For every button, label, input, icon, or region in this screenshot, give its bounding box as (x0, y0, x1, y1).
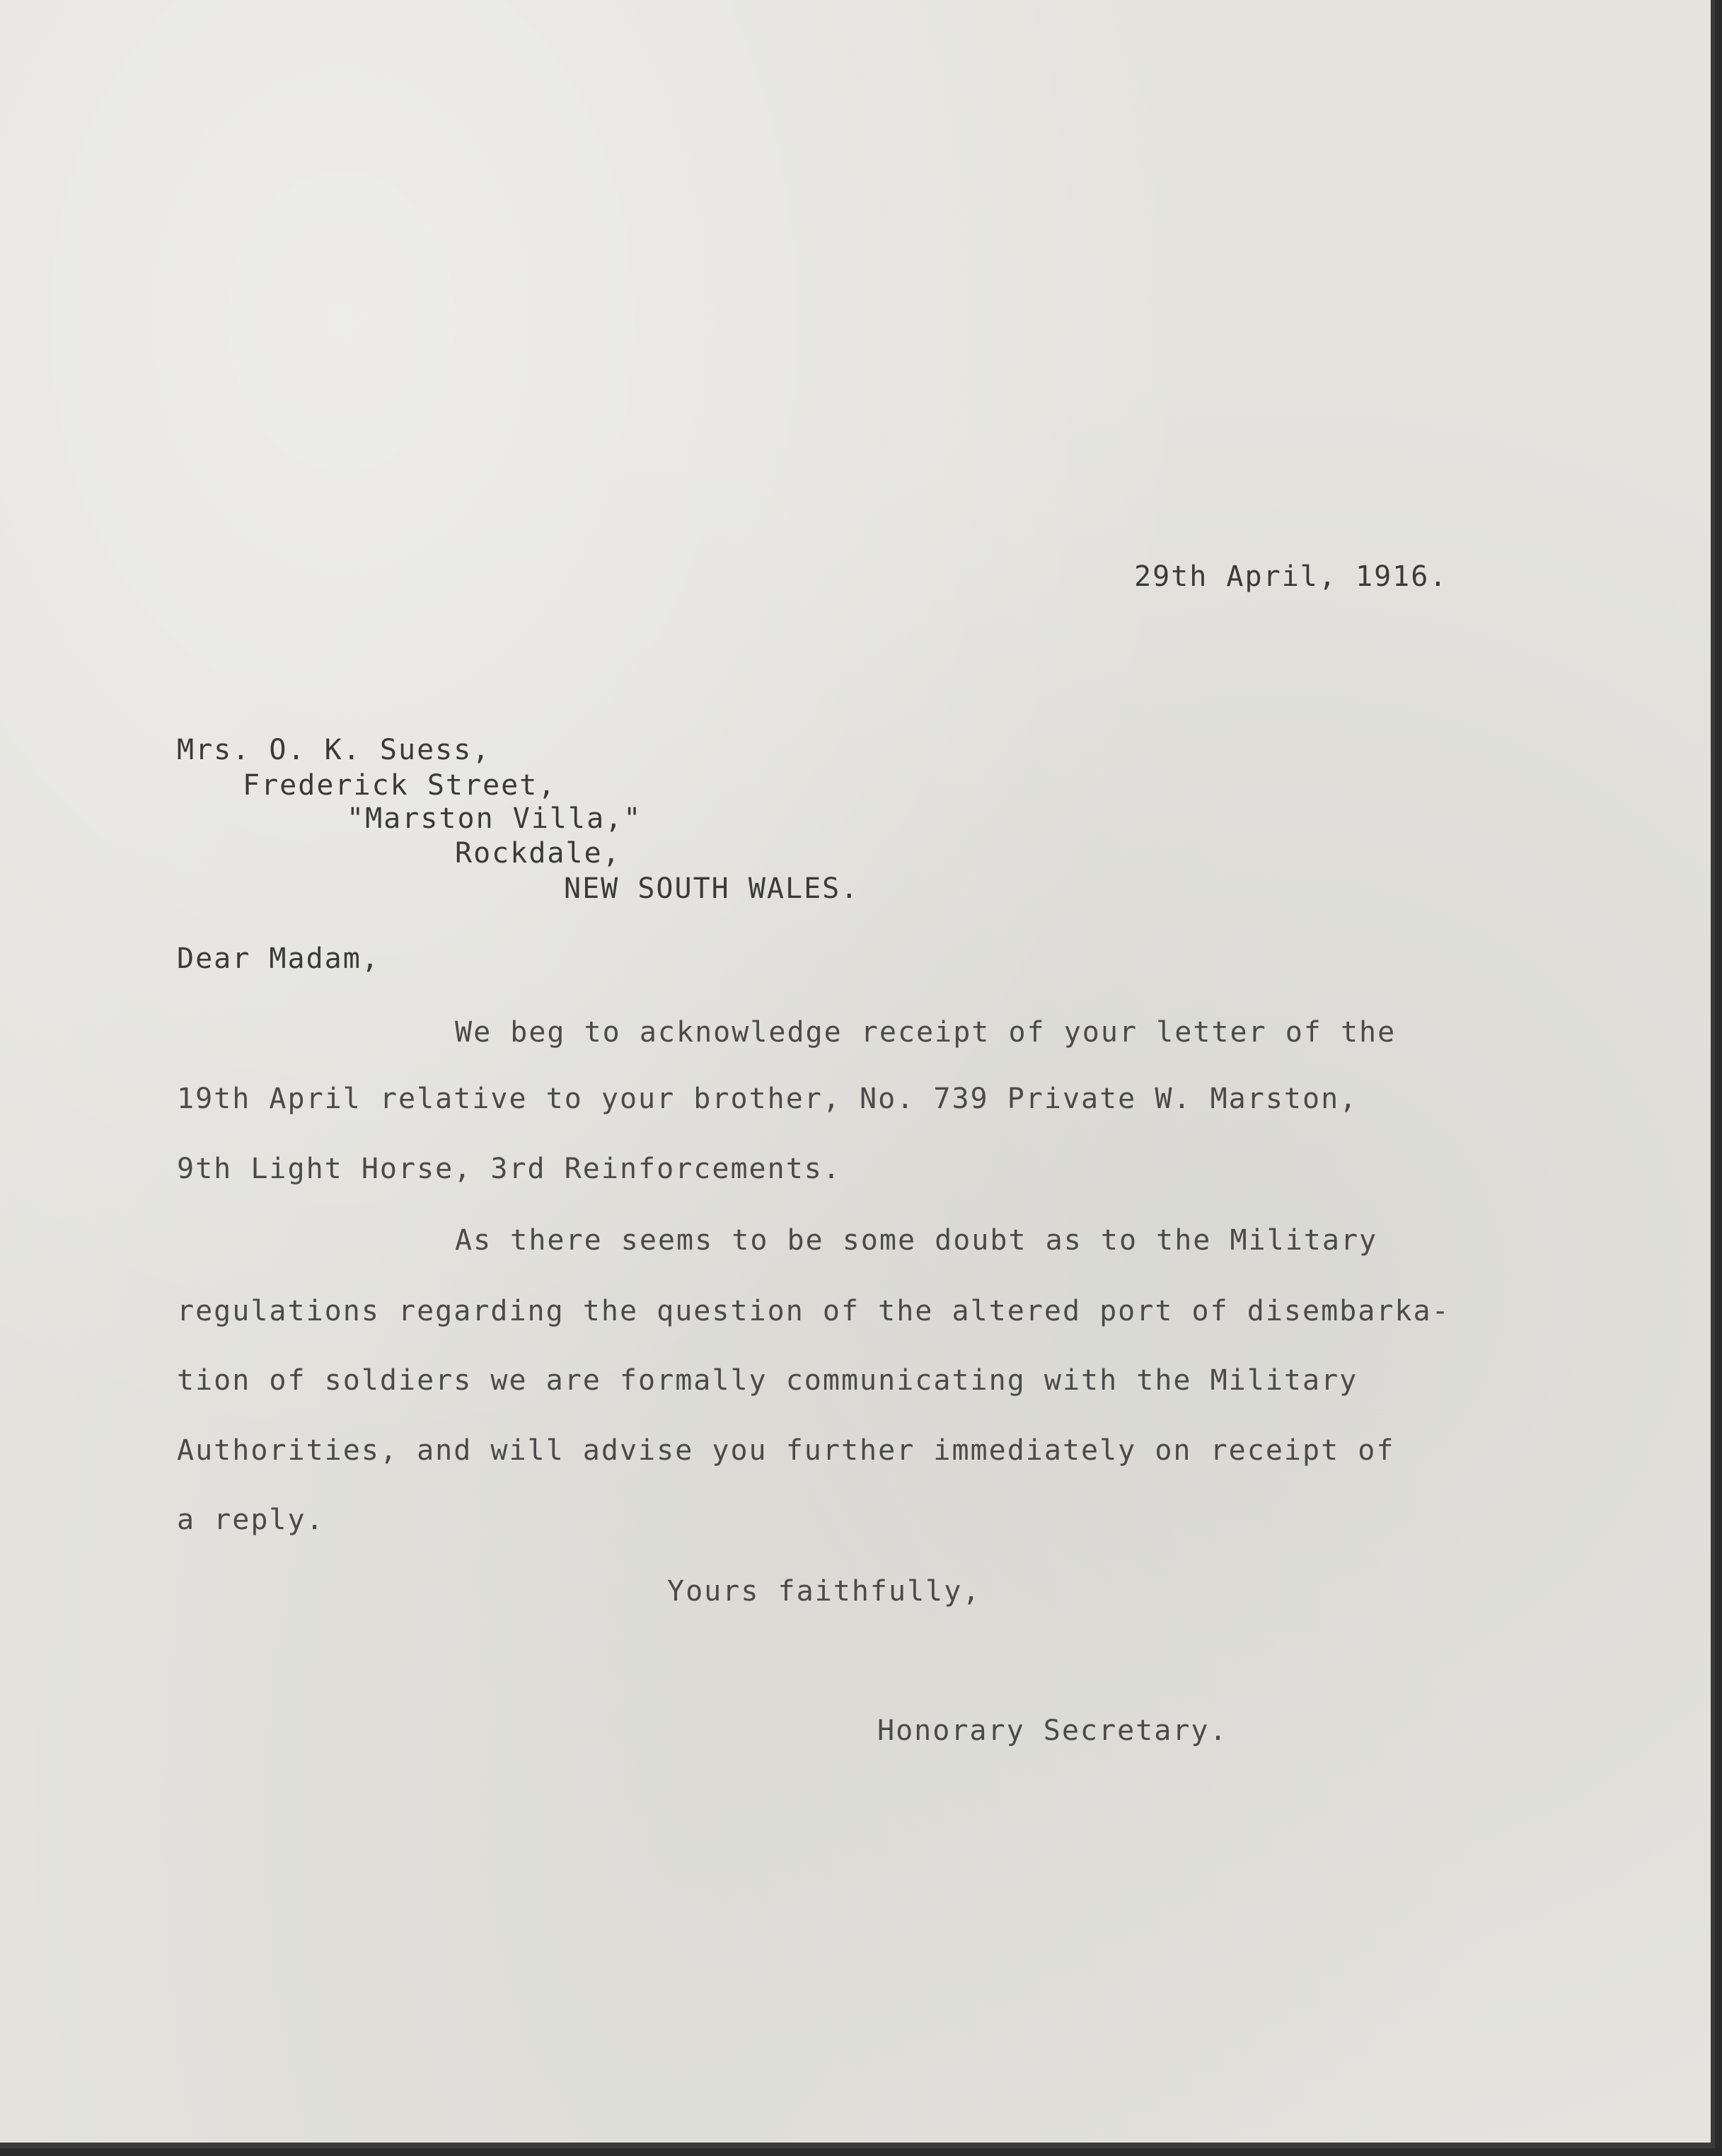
recipient-street: Frederick Street, (243, 769, 557, 802)
recipient-suburb: Rockdale, (455, 837, 621, 870)
body-line: a reply. (177, 1504, 325, 1536)
closing: Yours faithfully, (667, 1575, 981, 1608)
recipient-name: Mrs. O. K. Suess, (177, 734, 491, 766)
body-line: 19th April relative to your brother, No. 739 Private W. Marston, (177, 1083, 1358, 1115)
body-line: As there seems to be some doubt as to the Military (455, 1224, 1378, 1257)
body-line: 9th Light Horse, 3rd Reinforcements. (177, 1153, 841, 1185)
signatory-title: Honorary Secretary. (877, 1714, 1228, 1747)
body-line: Authorities, and will advise you further immediately on receipt of (177, 1434, 1395, 1467)
salutation: Dear Madam, (177, 942, 380, 975)
letter-date: 29th April, 1916. (1134, 560, 1448, 593)
body-line: tion of soldiers we are formally communicating with the Military (177, 1364, 1358, 1397)
recipient-house: "Marston Villa," (347, 802, 642, 835)
recipient-state: NEW SOUTH WALES. (564, 872, 860, 905)
body-line: We beg to acknowledge receipt of your letter of the (455, 1016, 1397, 1049)
body-line: regulations regarding the question of the altered port of disembarka- (177, 1295, 1450, 1327)
